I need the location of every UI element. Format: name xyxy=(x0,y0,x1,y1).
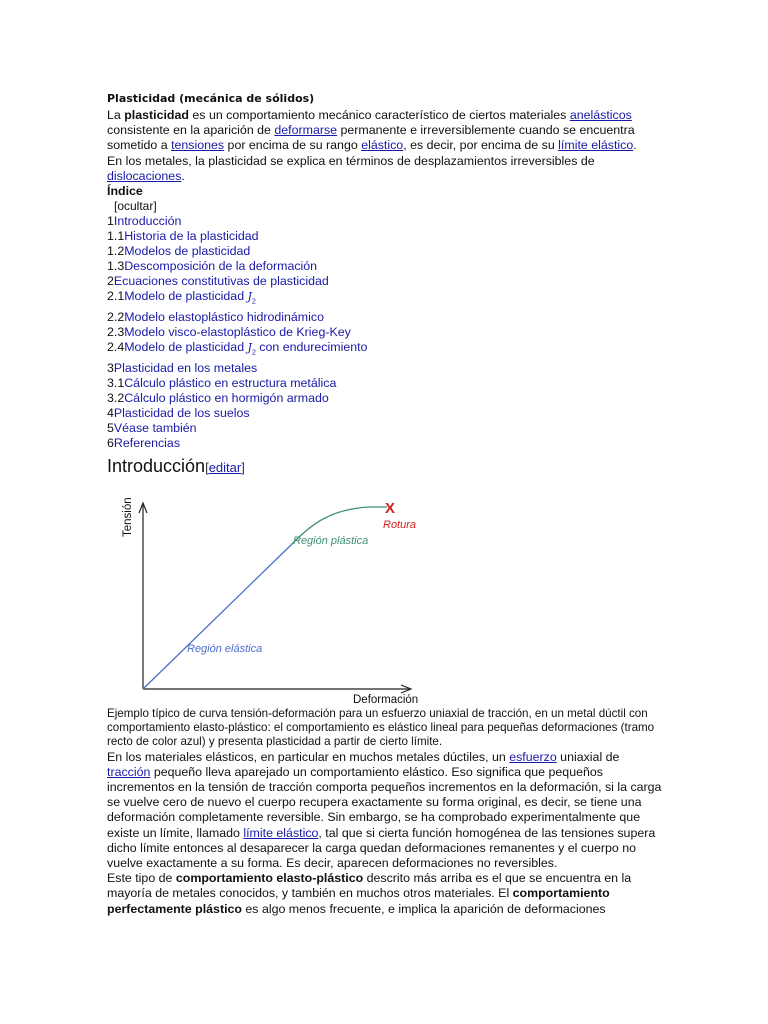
link-anelasticos[interactable]: anelásticos xyxy=(569,108,632,122)
body-paragraph-1: En los materiales elásticos, en particular en muchos metales dúctiles, un esfuerzo uniaxial de tracción pequeño lleva aparejado un comportamiento elástico. Eso significa que pequeños incrementos en la tensión de tracción comporta pequeños incrementos en la deformación, si la carga se vuelve cero de nuevo el cuerpo recupera exactamente su forma original, es decir, se tiene una deformación completamente reversible. Sin embargo, se ha comprobado experimentalmente que existe un límite, llamado límite elástico, tal que si cierta función homogénea de las tensiones supera dicho límite entonces al desaparecer la carga quedan deformaciones remanentes y el cuerpo no vuelve exactamente a su forma. Es decir, aparecen deformaciones no reversibles. xyxy=(107,749,662,870)
term-plasticidad: plasticidad xyxy=(124,108,189,122)
toc-item[interactable]: 4Plasticidad de los suelos xyxy=(107,405,250,420)
document xyxy=(107,92,663,917)
term-elasto-plastico: comportamiento elasto-plástico xyxy=(175,871,364,886)
toc-item[interactable]: 1.1Historia de la plasticidad xyxy=(107,228,259,243)
term-perfectamente-plastico: comportamiento perfectamente plástico xyxy=(107,886,610,916)
link-limite-elastico[interactable]: límite elástico xyxy=(558,138,634,153)
section-title: Introducción xyxy=(107,455,206,476)
toc-item[interactable]: 3.2Cálculo plástico en hormigón armado xyxy=(107,390,329,405)
link-esfuerzo[interactable]: esfuerzo xyxy=(509,749,557,764)
toc-item[interactable]: 2.4Modelo de plasticidad $J_2$ con endurecimiento xyxy=(107,339,368,357)
toc-item[interactable]: 1.3Descomposición de la deformación xyxy=(107,258,318,273)
edit-section-link[interactable]: editar xyxy=(208,459,242,475)
x-axis-label: Deformación xyxy=(353,693,419,705)
figure-caption: Ejemplo típico de curva tensión-deformación para un esfuerzo uniaxial de tracción, en un metal dúctil con comportamiento elasto-plástico: el comportamiento es elástico lineal para pequeñas deformaciones (tramo recto de color azul) y presenta plasticidad a partir de cierto límite. xyxy=(107,706,655,748)
link-traccion[interactable]: tracción xyxy=(107,764,151,779)
stress-strain-figure xyxy=(107,483,427,705)
toc-item[interactable]: 3Plasticidad en los metales xyxy=(107,361,258,376)
toc-item[interactable]: 2.1Modelo de plasticidad $J_2$ xyxy=(107,288,256,306)
toc-item[interactable]: 6Referencias xyxy=(107,435,181,450)
elastic-region-curve xyxy=(143,545,291,689)
toc-item[interactable]: 2.2Modelo elastoplástico hidrodinámico xyxy=(107,309,324,324)
toc-item[interactable]: 1.2Modelos de plasticidad xyxy=(107,243,251,258)
section-heading: Introducción[editar] xyxy=(107,455,245,476)
link-tensiones[interactable]: tensiones xyxy=(171,138,225,153)
link-deformarse[interactable]: deformarse xyxy=(274,123,338,138)
toc-heading: Índice xyxy=(107,184,143,199)
toc-item[interactable]: 5Véase también xyxy=(107,420,197,435)
body-paragraph-2: Este tipo de comportamiento elasto-plástico descrito más arriba es el que se encuentra en la mayoría de metales conocidos, y también en muchos otros materiales. El comportamiento perfectamente plástico es algo menos frecuente, e implica la aparición de deformaciones xyxy=(107,871,632,916)
break-label: Rotura xyxy=(383,518,417,531)
page-title: Plasticidad (mecánica de sólidos) xyxy=(107,92,315,105)
intro-paragraph-2: En los metales, la plasticidad se explica en términos de desplazamientos irreversibles de dislocaciones. xyxy=(107,153,595,183)
link-elastico[interactable]: elástico xyxy=(361,138,404,153)
elastic-region-label: Región elástica xyxy=(187,642,263,655)
y-axis-label: Tensión xyxy=(122,496,134,537)
toc-item[interactable]: 2.3Modelo visco-elastoplástico de Krieg-Key xyxy=(107,324,351,339)
toc-item[interactable]: 3.1Cálculo plástico en estructura metálica xyxy=(107,376,337,391)
toc-toggle-link[interactable]: [ocultar] xyxy=(114,199,157,214)
table-of-contents xyxy=(107,214,663,451)
plastic-region-label: Región plástica xyxy=(293,534,369,547)
break-point-mark: X xyxy=(385,499,396,517)
intro-paragraph-1: La plasticidad es un comportamiento mecánico característico de ciertos materiales anelásticos consistente en la aparición de deformarse permanente e irreversiblemente cuando se encuentra sometido a tensiones por encima de su rango elástico, es decir, por encima de su límite elástico. xyxy=(107,108,637,153)
link-dislocaciones[interactable]: dislocaciones xyxy=(107,168,182,183)
link-limite-elastico-2[interactable]: límite elástico xyxy=(243,825,319,840)
toc-item[interactable]: 1Introducción xyxy=(107,214,182,229)
toc-item[interactable]: 2Ecuaciones constitutivas de plasticidad xyxy=(107,273,329,288)
